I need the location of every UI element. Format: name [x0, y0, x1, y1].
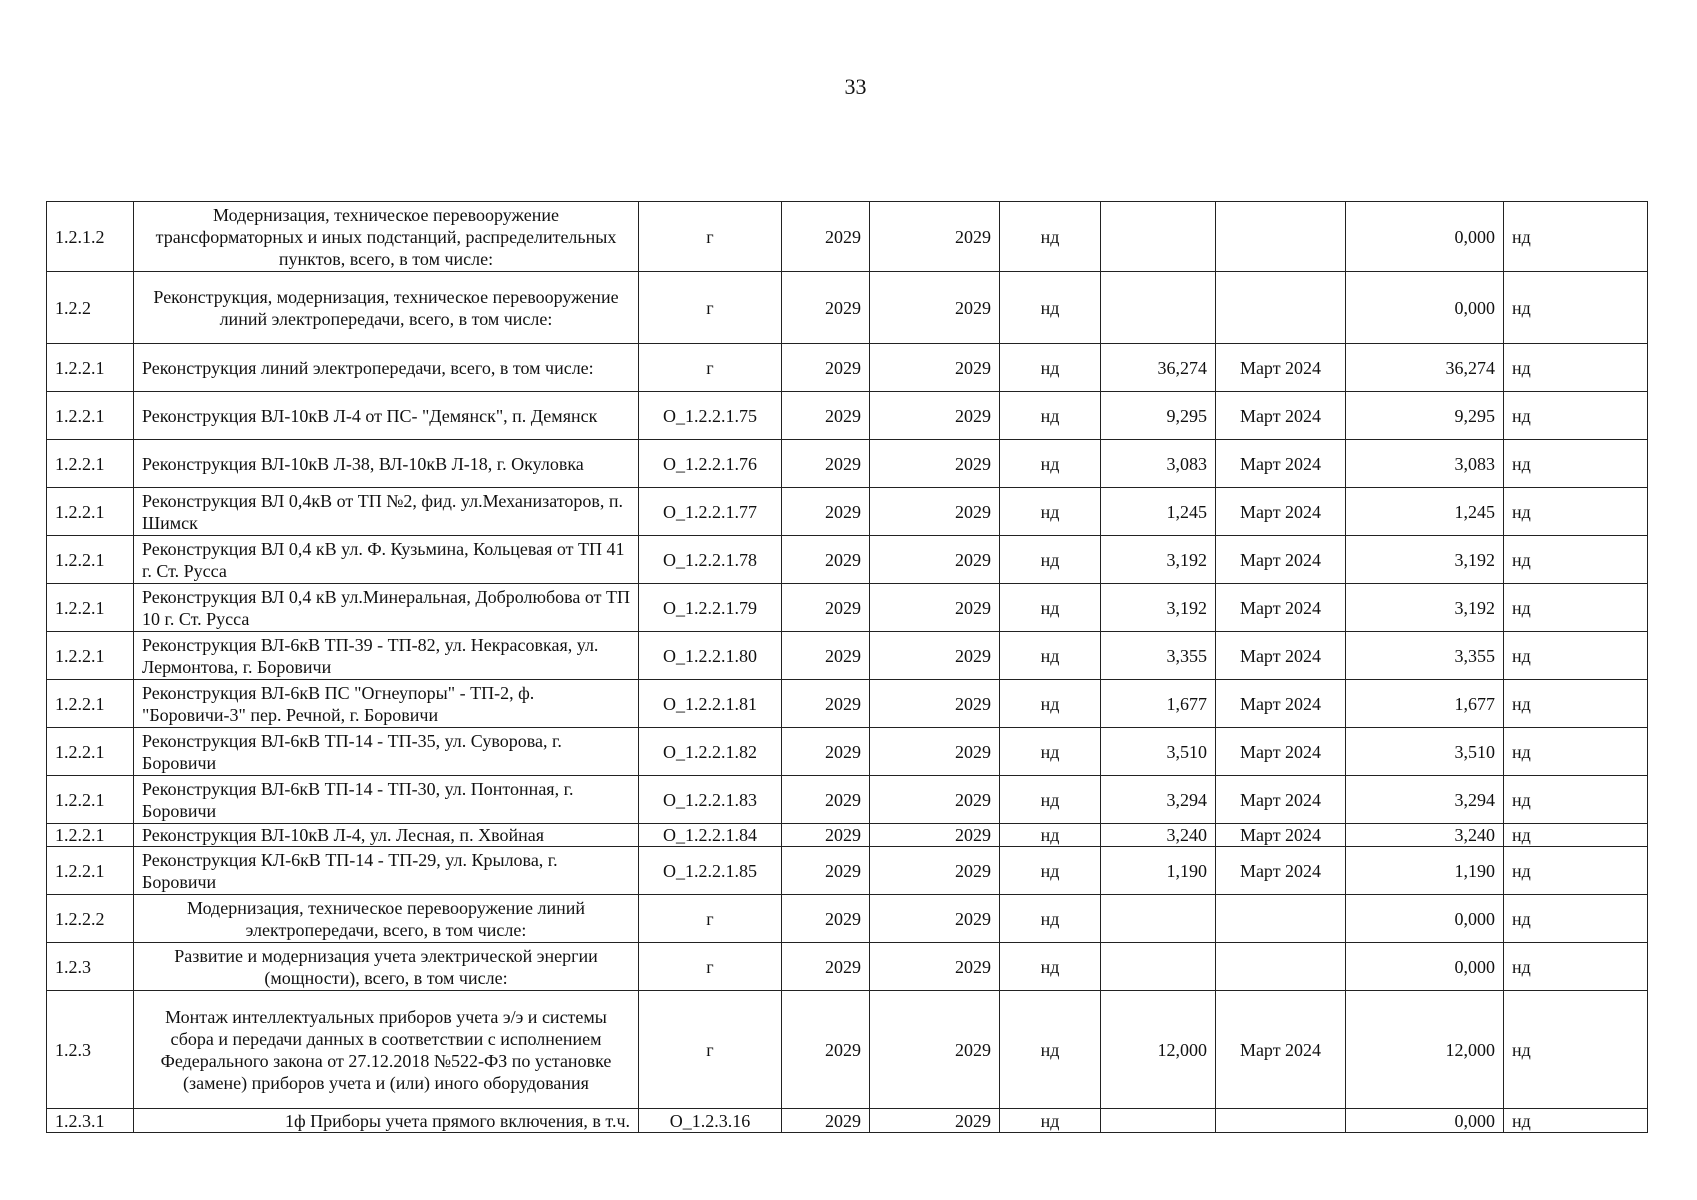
row-flag-cell: нд — [1000, 632, 1101, 680]
row-total-cell: 1,677 — [1346, 680, 1504, 728]
row-year-end-cell: 2029 — [870, 392, 1000, 440]
row-year-end-cell: 2029 — [870, 847, 1000, 895]
row-total-cell: 9,295 — [1346, 392, 1504, 440]
row-year-start-cell: 2029 — [782, 392, 870, 440]
row-last-cell: нд — [1504, 991, 1648, 1109]
row-code-cell: О_1.2.2.1.80 — [639, 632, 782, 680]
row-code-cell: г — [639, 943, 782, 991]
row-year-start-cell: 2029 — [782, 1109, 870, 1133]
row-name-cell: Реконструкция ВЛ-6кВ ТП-14 - ТП-35, ул. Суворова, г. Боровичи — [134, 728, 639, 776]
table-row — [47, 680, 1648, 728]
row-amount-cell: 3,192 — [1101, 584, 1216, 632]
row-date-cell: Март 2024 — [1216, 728, 1346, 776]
row-number-cell: 1.2.1.2 — [47, 202, 134, 272]
row-last-cell: нд — [1504, 847, 1648, 895]
row-year-start-cell: 2029 — [782, 632, 870, 680]
row-amount-cell: 3,192 — [1101, 536, 1216, 584]
row-name-cell: Модернизация, техническое перевооружение трансформаторных и иных подстанций, распределительных пунктов, всего, в том числе: — [134, 202, 639, 272]
row-flag-cell: нд — [1000, 1109, 1101, 1133]
row-last-cell: нд — [1504, 488, 1648, 536]
row-code-cell: О_1.2.2.1.81 — [639, 680, 782, 728]
table-row — [47, 536, 1648, 584]
row-year-start-cell: 2029 — [782, 202, 870, 272]
row-last-cell: нд — [1504, 943, 1648, 991]
row-flag-cell: нд — [1000, 344, 1101, 392]
row-flag-cell: нд — [1000, 991, 1101, 1109]
row-amount-cell: 9,295 — [1101, 392, 1216, 440]
row-flag-cell: нд — [1000, 776, 1101, 824]
row-last-cell: нд — [1504, 536, 1648, 584]
row-amount-cell: 36,274 — [1101, 344, 1216, 392]
row-date-cell: Март 2024 — [1216, 440, 1346, 488]
row-year-end-cell: 2029 — [870, 824, 1000, 847]
row-year-end-cell: 2029 — [870, 895, 1000, 943]
row-name-cell: 1ф Приборы учета прямого включения, в т.ч. — [134, 1109, 639, 1133]
row-date-cell: Март 2024 — [1216, 344, 1346, 392]
row-total-cell: 3,510 — [1346, 728, 1504, 776]
row-year-start-cell: 2029 — [782, 440, 870, 488]
row-date-cell — [1216, 895, 1346, 943]
row-year-end-cell: 2029 — [870, 943, 1000, 991]
row-last-cell: нд — [1504, 895, 1648, 943]
table-row — [47, 824, 1648, 847]
row-last-cell: нд — [1504, 392, 1648, 440]
row-year-start-cell: 2029 — [782, 943, 870, 991]
row-amount-cell — [1101, 1109, 1216, 1133]
row-date-cell: Март 2024 — [1216, 991, 1346, 1109]
row-name-cell: Модернизация, техническое перевооружение линий электропередачи, всего, в том числе: — [134, 895, 639, 943]
row-code-cell: г — [639, 272, 782, 344]
row-number-cell: 1.2.2.1 — [47, 728, 134, 776]
row-total-cell: 1,190 — [1346, 847, 1504, 895]
row-year-end-cell: 2029 — [870, 1109, 1000, 1133]
row-last-cell: нд — [1504, 728, 1648, 776]
row-year-start-cell: 2029 — [782, 824, 870, 847]
row-name-cell: Реконструкция ВЛ 0,4кВ от ТП №2, фид. ул.Механизаторов, п. Шимск — [134, 488, 639, 536]
row-amount-cell: 1,677 — [1101, 680, 1216, 728]
row-number-cell: 1.2.2.1 — [47, 440, 134, 488]
row-date-cell: Март 2024 — [1216, 824, 1346, 847]
row-year-end-cell: 2029 — [870, 440, 1000, 488]
row-number-cell: 1.2.3.1 — [47, 1109, 134, 1133]
table-row — [47, 895, 1648, 943]
table-row — [47, 440, 1648, 488]
row-amount-cell: 12,000 — [1101, 991, 1216, 1109]
row-year-start-cell: 2029 — [782, 272, 870, 344]
row-last-cell: нд — [1504, 632, 1648, 680]
row-date-cell — [1216, 202, 1346, 272]
row-year-end-cell: 2029 — [870, 728, 1000, 776]
row-number-cell: 1.2.2.1 — [47, 776, 134, 824]
row-name-cell: Реконструкция ВЛ 0,4 кВ ул.Минеральная, Добролюбова от ТП 10 г. Ст. Русса — [134, 584, 639, 632]
row-amount-cell: 3,240 — [1101, 824, 1216, 847]
table-row — [47, 991, 1648, 1109]
row-total-cell: 12,000 — [1346, 991, 1504, 1109]
table-row — [47, 776, 1648, 824]
row-flag-cell: нд — [1000, 824, 1101, 847]
row-name-cell: Реконструкция ВЛ 0,4 кВ ул. Ф. Кузьмина, Кольцевая от ТП 41 г. Ст. Русса — [134, 536, 639, 584]
row-last-cell: нд — [1504, 584, 1648, 632]
row-year-start-cell: 2029 — [782, 584, 870, 632]
row-year-end-cell: 2029 — [870, 680, 1000, 728]
row-flag-cell: нд — [1000, 440, 1101, 488]
table-row — [47, 202, 1648, 272]
row-last-cell: нд — [1504, 440, 1648, 488]
table-body — [47, 202, 1648, 1133]
row-date-cell — [1216, 1109, 1346, 1133]
row-year-end-cell: 2029 — [870, 488, 1000, 536]
row-number-cell: 1.2.2.1 — [47, 632, 134, 680]
row-flag-cell: нд — [1000, 584, 1101, 632]
row-last-cell: нд — [1504, 1109, 1648, 1133]
row-name-cell: Развитие и модернизация учета электрической энергии (мощности), всего, в том числе: — [134, 943, 639, 991]
row-amount-cell: 3,355 — [1101, 632, 1216, 680]
row-total-cell: 3,355 — [1346, 632, 1504, 680]
row-name-cell: Реконструкция ВЛ-10кВ Л-38, ВЛ-10кВ Л-18, г. Окуловка — [134, 440, 639, 488]
row-date-cell: Март 2024 — [1216, 632, 1346, 680]
row-year-start-cell: 2029 — [782, 344, 870, 392]
row-date-cell: Март 2024 — [1216, 392, 1346, 440]
row-date-cell: Март 2024 — [1216, 847, 1346, 895]
row-last-cell: нд — [1504, 272, 1648, 344]
row-name-cell: Монтаж интеллектуальных приборов учета э/э и системы сбора и передачи данных в соответствии с исполнением Федерального закона от 27.12.2018 №522-ФЗ по установке (замене) приборов учета и (или) иного оборудования — [134, 991, 639, 1109]
row-flag-cell: нд — [1000, 728, 1101, 776]
row-name-cell: Реконструкция линий электропередачи, всего, в том числе: — [134, 344, 639, 392]
data-table — [46, 201, 1648, 1133]
row-year-end-cell: 2029 — [870, 584, 1000, 632]
row-code-cell: О_1.2.2.1.75 — [639, 392, 782, 440]
row-name-cell: Реконструкция ВЛ-10кВ Л-4, ул. Лесная, п. Хвойная — [134, 824, 639, 847]
row-total-cell: 1,245 — [1346, 488, 1504, 536]
row-year-end-cell: 2029 — [870, 202, 1000, 272]
row-flag-cell: нд — [1000, 202, 1101, 272]
table-row — [47, 488, 1648, 536]
row-total-cell: 0,000 — [1346, 943, 1504, 991]
row-last-cell: нд — [1504, 776, 1648, 824]
row-name-cell: Реконструкция ВЛ-6кВ ТП-39 - ТП-82, ул. Некрасовкая, ул. Лермонтова, г. Боровичи — [134, 632, 639, 680]
row-flag-cell: нд — [1000, 847, 1101, 895]
table-row — [47, 632, 1648, 680]
row-date-cell — [1216, 943, 1346, 991]
row-year-start-cell: 2029 — [782, 847, 870, 895]
row-year-end-cell: 2029 — [870, 536, 1000, 584]
row-year-start-cell: 2029 — [782, 728, 870, 776]
row-total-cell: 0,000 — [1346, 895, 1504, 943]
row-total-cell: 0,000 — [1346, 1109, 1504, 1133]
row-code-cell: О_1.2.2.1.77 — [639, 488, 782, 536]
row-name-cell: Реконструкция, модернизация, техническое перевооружение линий электропередачи, всего, в том числе: — [134, 272, 639, 344]
row-number-cell: 1.2.3 — [47, 943, 134, 991]
row-total-cell: 0,000 — [1346, 272, 1504, 344]
row-number-cell: 1.2.2.1 — [47, 536, 134, 584]
row-code-cell: г — [639, 991, 782, 1109]
row-date-cell: Март 2024 — [1216, 536, 1346, 584]
table-row — [47, 392, 1648, 440]
row-amount-cell — [1101, 202, 1216, 272]
row-flag-cell: нд — [1000, 943, 1101, 991]
row-flag-cell: нд — [1000, 488, 1101, 536]
page-number: 33 — [844, 74, 867, 99]
row-flag-cell: нд — [1000, 895, 1101, 943]
table-row — [47, 943, 1648, 991]
table-row — [47, 1109, 1648, 1133]
row-last-cell: нд — [1504, 202, 1648, 272]
row-total-cell: 3,240 — [1346, 824, 1504, 847]
row-year-end-cell: 2029 — [870, 991, 1000, 1109]
row-code-cell: О_1.2.2.1.85 — [639, 847, 782, 895]
row-code-cell: О_1.2.2.1.76 — [639, 440, 782, 488]
row-code-cell: г — [639, 344, 782, 392]
row-name-cell: Реконструкция ВЛ-10кВ Л-4 от ПС- "Демянск", п. Демянск — [134, 392, 639, 440]
row-name-cell: Реконструкция ВЛ-6кВ ТП-14 - ТП-30, ул. Понтонная, г. Боровичи — [134, 776, 639, 824]
row-number-cell: 1.2.2.1 — [47, 584, 134, 632]
row-year-end-cell: 2029 — [870, 344, 1000, 392]
row-total-cell: 3,294 — [1346, 776, 1504, 824]
table-row — [47, 728, 1648, 776]
row-name-cell: Реконструкция ВЛ-6кВ ПС "Огнеупоры" - ТП-2, ф. "Боровичи-3" пер. Речной, г. Боровичи — [134, 680, 639, 728]
row-year-start-cell: 2029 — [782, 991, 870, 1109]
row-last-cell: нд — [1504, 824, 1648, 847]
row-total-cell: 3,192 — [1346, 536, 1504, 584]
row-date-cell — [1216, 272, 1346, 344]
row-code-cell: О_1.2.2.1.84 — [639, 824, 782, 847]
row-amount-cell — [1101, 272, 1216, 344]
row-number-cell: 1.2.2.1 — [47, 680, 134, 728]
row-number-cell: 1.2.2.1 — [47, 824, 134, 847]
row-number-cell: 1.2.2.1 — [47, 392, 134, 440]
table-row — [47, 344, 1648, 392]
row-code-cell: О_1.2.3.16 — [639, 1109, 782, 1133]
row-last-cell: нд — [1504, 344, 1648, 392]
row-amount-cell: 3,294 — [1101, 776, 1216, 824]
row-year-start-cell: 2029 — [782, 536, 870, 584]
table-row — [47, 847, 1648, 895]
row-code-cell: О_1.2.2.1.82 — [639, 728, 782, 776]
row-year-end-cell: 2029 — [870, 272, 1000, 344]
row-amount-cell: 1,190 — [1101, 847, 1216, 895]
row-number-cell: 1.2.2 — [47, 272, 134, 344]
table-row — [47, 272, 1648, 344]
row-number-cell: 1.2.2.1 — [47, 847, 134, 895]
row-flag-cell: нд — [1000, 680, 1101, 728]
row-code-cell: О_1.2.2.1.79 — [639, 584, 782, 632]
row-code-cell: О_1.2.2.1.83 — [639, 776, 782, 824]
row-amount-cell: 3,083 — [1101, 440, 1216, 488]
row-date-cell: Март 2024 — [1216, 488, 1346, 536]
row-flag-cell: нд — [1000, 536, 1101, 584]
row-year-end-cell: 2029 — [870, 776, 1000, 824]
row-year-start-cell: 2029 — [782, 895, 870, 943]
row-amount-cell — [1101, 943, 1216, 991]
row-total-cell: 0,000 — [1346, 202, 1504, 272]
row-last-cell: нд — [1504, 680, 1648, 728]
row-date-cell: Март 2024 — [1216, 776, 1346, 824]
row-code-cell: О_1.2.2.1.78 — [639, 536, 782, 584]
row-date-cell: Март 2024 — [1216, 680, 1346, 728]
row-number-cell: 1.2.2.1 — [47, 488, 134, 536]
row-number-cell: 1.2.2.2 — [47, 895, 134, 943]
row-code-cell: г — [639, 202, 782, 272]
row-total-cell: 36,274 — [1346, 344, 1504, 392]
row-year-start-cell: 2029 — [782, 488, 870, 536]
row-year-start-cell: 2029 — [782, 680, 870, 728]
row-number-cell: 1.2.2.1 — [47, 344, 134, 392]
row-date-cell: Март 2024 — [1216, 584, 1346, 632]
row-flag-cell: нд — [1000, 392, 1101, 440]
row-flag-cell: нд — [1000, 272, 1101, 344]
table-row — [47, 584, 1648, 632]
row-total-cell: 3,083 — [1346, 440, 1504, 488]
row-year-start-cell: 2029 — [782, 776, 870, 824]
row-code-cell: г — [639, 895, 782, 943]
row-amount-cell — [1101, 895, 1216, 943]
row-amount-cell: 3,510 — [1101, 728, 1216, 776]
row-name-cell: Реконструкция КЛ-6кВ ТП-14 - ТП-29, ул. Крылова, г. Боровичи — [134, 847, 639, 895]
row-total-cell: 3,192 — [1346, 584, 1504, 632]
row-year-end-cell: 2029 — [870, 632, 1000, 680]
row-number-cell: 1.2.3 — [47, 991, 134, 1109]
row-amount-cell: 1,245 — [1101, 488, 1216, 536]
